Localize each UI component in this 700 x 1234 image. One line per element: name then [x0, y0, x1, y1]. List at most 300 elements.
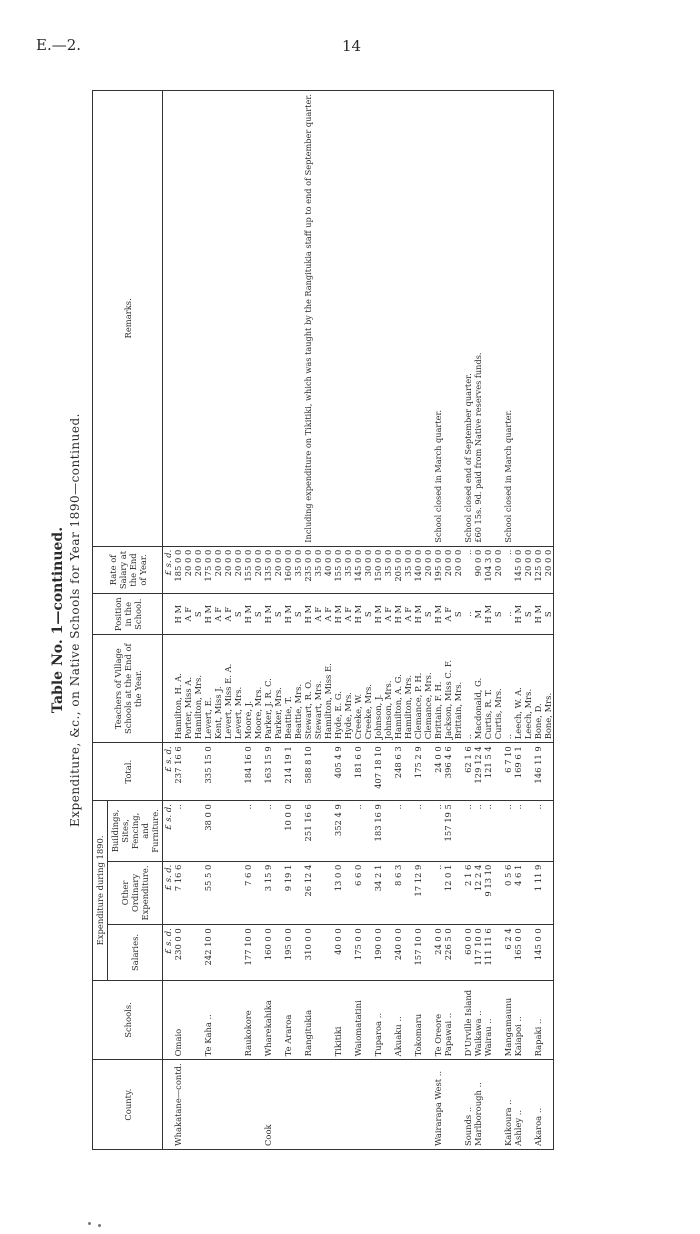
cell-county — [353, 1060, 363, 1150]
cell-buildings — [253, 801, 263, 862]
cell-teacher: Levert, Miss E. A. — [223, 635, 233, 743]
table-row — [423, 91, 433, 1150]
cell-position: H M — [243, 594, 253, 635]
cell-county — [193, 1060, 203, 1150]
cell-total — [193, 743, 203, 801]
table-row — [253, 91, 263, 1150]
cell-other — [383, 861, 393, 925]
cell-teacher: Jackson, Miss C. F. — [443, 635, 453, 743]
cell-buildings — [343, 801, 353, 862]
table-row — [373, 91, 383, 1150]
cell-other — [523, 861, 533, 925]
cell-teacher: Clemance, Mrs. — [423, 635, 433, 743]
cell-rate: 235 0 0 — [303, 546, 313, 594]
cell-teacher: Brittain, Mrs. — [453, 635, 463, 743]
cell-buildings: .. — [513, 801, 523, 862]
cell-buildings — [313, 801, 323, 862]
cell-position: H M — [303, 594, 313, 635]
cell-county — [413, 1060, 423, 1150]
cell-total: 405 4 9 — [333, 743, 343, 801]
cell-county — [223, 1060, 233, 1150]
cell-rate: 155 0 0 — [243, 546, 253, 594]
cell-county — [303, 1060, 313, 1150]
cell-buildings: 157 19 5 — [443, 801, 453, 862]
cell-total — [273, 743, 283, 801]
table-row — [213, 91, 223, 1150]
cell-other — [193, 861, 203, 925]
cell-buildings — [453, 801, 463, 862]
cell-school: Akuaku .. — [393, 980, 403, 1060]
cell-county — [373, 1060, 383, 1150]
page-number: 14 — [342, 37, 362, 55]
cell-buildings: .. — [473, 801, 483, 862]
cell-other — [493, 861, 503, 925]
cell-rate: 20 0 0 — [223, 546, 233, 594]
cell-rate: 35 0 0 — [293, 546, 303, 594]
table-row — [403, 91, 413, 1150]
cell-salaries: 111 11 6 — [483, 925, 493, 980]
header-buildings: Buildings, Sites, Fencing, and Furniture. — [108, 801, 163, 862]
cell-remarks — [363, 91, 373, 547]
cell-teacher: Clemance, P. H. — [413, 635, 423, 743]
cell-school: Omaio — [173, 980, 183, 1060]
cell-teacher: Creeke, Mrs. — [363, 635, 373, 743]
cell-buildings: 352 4 9 — [333, 801, 343, 862]
cell-rate: 20 0 0 — [493, 546, 503, 594]
cell-rate: 175 0 0 — [203, 546, 213, 594]
cell-total — [403, 743, 413, 801]
cell-total: 335 15 0 — [203, 743, 213, 801]
cell-salaries — [193, 925, 203, 980]
table-row — [273, 91, 283, 1150]
cell-position: H M — [353, 594, 363, 635]
cell-other — [213, 861, 223, 925]
cell-salaries: 190 0 0 — [373, 925, 383, 980]
cell-total — [523, 743, 533, 801]
cell-remarks — [443, 91, 453, 547]
cell-salaries — [233, 925, 243, 980]
cell-other: .. — [433, 861, 443, 925]
cell-buildings — [523, 801, 533, 862]
cell-county — [283, 1060, 293, 1150]
cell-teacher: Hyde, Mrs. — [343, 635, 353, 743]
cell-rate: 20 0 0 — [423, 546, 433, 594]
cell-school: Te Oreore — [433, 980, 443, 1060]
cell-position: H M — [283, 594, 293, 635]
table-row — [513, 91, 523, 1150]
cell-position: A F — [443, 594, 453, 635]
cell-position: .. — [463, 594, 473, 635]
cell-salaries — [383, 925, 393, 980]
cell-salaries — [323, 925, 333, 980]
cell-buildings — [183, 801, 193, 862]
header-schools: Schools. — [93, 980, 163, 1060]
cell-county — [213, 1060, 223, 1150]
table-row — [523, 91, 533, 1150]
units-other: £ s. d. — [163, 861, 174, 925]
cell-position: A F — [183, 594, 193, 635]
cell-rate: 185 0 0 — [173, 546, 183, 594]
cell-total — [343, 743, 353, 801]
cell-salaries: 175 0 0 — [353, 925, 363, 980]
cell-buildings — [193, 801, 203, 862]
cell-remarks — [513, 91, 523, 547]
cell-teacher: Hamilton, H. A. — [173, 635, 183, 743]
cell-buildings — [293, 801, 303, 862]
cell-total — [313, 743, 323, 801]
table-row — [493, 91, 503, 1150]
cell-salaries — [543, 925, 554, 980]
cell-total — [253, 743, 263, 801]
header-teachers: Teachers of Village Schools at the End of the Year. — [93, 635, 163, 743]
cell-position: S — [493, 594, 503, 635]
cell-teacher: .. — [463, 635, 473, 743]
cell-school: Te Araroa — [283, 980, 293, 1060]
table-row — [413, 91, 423, 1150]
cell-salaries: 145 0 0 — [533, 925, 543, 980]
cell-total — [493, 743, 503, 801]
cell-total — [213, 743, 223, 801]
cell-position: S — [193, 594, 203, 635]
table-row — [453, 91, 463, 1150]
cell-salaries: 165 0 0 — [513, 925, 523, 980]
cell-position: A F — [223, 594, 233, 635]
table-row — [323, 91, 333, 1150]
cell-buildings: 38 0 0 — [203, 801, 213, 862]
cell-rate: 35 0 0 — [403, 546, 413, 594]
cell-school — [313, 980, 323, 1060]
cell-rate: 20 0 0 — [193, 546, 203, 594]
cell-remarks — [213, 91, 223, 547]
cell-position: H M — [203, 594, 213, 635]
cell-buildings — [363, 801, 373, 862]
cell-rate: 90 0 0 — [473, 546, 483, 594]
cell-other: 3 15 9 — [263, 861, 273, 925]
cell-total: 163 15 9 — [263, 743, 273, 801]
cell-rate: 20 0 0 — [183, 546, 193, 594]
rotated-table-region — [50, 90, 650, 1150]
speck-mark — [98, 1224, 101, 1227]
cell-county: Cook — [263, 1060, 273, 1150]
table-title: Table No. 1—continued. — [50, 526, 66, 714]
cell-rate: 155 0 0 — [333, 546, 343, 594]
cell-other — [453, 861, 463, 925]
cell-position: S — [363, 594, 373, 635]
cell-buildings — [423, 801, 433, 862]
cell-rate: 35 0 0 — [343, 546, 353, 594]
cell-rate: 20 0 0 — [543, 546, 554, 594]
cell-buildings — [233, 801, 243, 862]
cell-position: H M — [513, 594, 523, 635]
cell-total: 181 6 0 — [353, 743, 363, 801]
cell-school — [273, 980, 283, 1060]
cell-total — [453, 743, 463, 801]
header-rate: Rate of Salary at the End of Year. — [93, 546, 163, 594]
units-total: £ s. d. — [163, 743, 174, 801]
cell-total: 588 8 10 — [303, 743, 313, 801]
cell-school: Papawai .. — [443, 980, 453, 1060]
table-row — [363, 91, 373, 1150]
cell-other: 6 6 0 — [353, 861, 363, 925]
cell-buildings: .. — [413, 801, 423, 862]
cell-salaries — [213, 925, 223, 980]
cell-salaries — [453, 925, 463, 980]
cell-county — [253, 1060, 263, 1150]
cell-other — [343, 861, 353, 925]
cell-total — [423, 743, 433, 801]
cell-other: 13 0 0 — [333, 861, 343, 925]
cell-remarks — [343, 91, 353, 547]
table-row — [263, 91, 273, 1150]
cell-remarks: £60 15s. 9d. paid from Native reserves funds. — [473, 91, 483, 547]
cell-teacher: Moore, J. — [243, 635, 253, 743]
cell-rate: .. — [503, 546, 513, 594]
header-total: Total. — [93, 743, 163, 801]
cell-total: 146 11 9 — [533, 743, 543, 801]
cell-county — [453, 1060, 463, 1150]
table-row — [503, 91, 513, 1150]
cell-remarks — [403, 91, 413, 547]
cell-county: Akaroa .. — [533, 1060, 543, 1150]
cell-remarks — [173, 91, 183, 547]
cell-county: Kaikoura .. — [503, 1060, 513, 1150]
cell-total — [293, 743, 303, 801]
cell-buildings: 183 16 9 — [373, 801, 383, 862]
table-row — [393, 91, 403, 1150]
cell-total: 62 1 6 — [463, 743, 473, 801]
cell-teacher: Parker, J. R. C. — [263, 635, 273, 743]
cell-remarks — [493, 91, 503, 547]
cell-position: H M — [483, 594, 493, 635]
cell-total: 169 6 1 — [513, 743, 523, 801]
cell-buildings: .. — [463, 801, 473, 862]
cell-remarks — [253, 91, 263, 547]
cell-position: H M — [413, 594, 423, 635]
cell-buildings — [223, 801, 233, 862]
cell-county — [293, 1060, 303, 1150]
cell-position: H M — [333, 594, 343, 635]
cell-school — [193, 980, 203, 1060]
cell-position: A F — [343, 594, 353, 635]
cell-remarks — [523, 91, 533, 547]
cell-buildings: 10 0 0 — [283, 801, 293, 862]
table-row — [183, 91, 193, 1150]
cell-remarks — [383, 91, 393, 547]
cell-other: 0 5 6 — [503, 861, 513, 925]
cell-total: 121 5 4 — [483, 743, 493, 801]
cell-buildings — [383, 801, 393, 862]
cell-rate: 135 0 0 — [263, 546, 273, 594]
cell-salaries — [183, 925, 193, 980]
cell-other: 1 11 9 — [533, 861, 543, 925]
cell-remarks — [273, 91, 283, 547]
cell-county — [333, 1060, 343, 1150]
cell-total: 214 19 1 — [283, 743, 293, 801]
cell-school: Rapaki .. — [533, 980, 543, 1060]
page-reference: E.—2. — [36, 36, 82, 54]
cell-rate: 35 0 0 — [313, 546, 323, 594]
cell-school: Mangamaunu — [503, 980, 513, 1060]
cell-rate: .. — [463, 546, 473, 594]
cell-remarks — [223, 91, 233, 547]
cell-teacher: Hamilton, Mrs. — [403, 635, 413, 743]
table-row — [303, 91, 313, 1150]
cell-other: 34 2 1 — [373, 861, 383, 925]
cell-teacher: Leech, W. A. — [513, 635, 523, 743]
cell-remarks — [453, 91, 463, 547]
cell-county — [343, 1060, 353, 1150]
header-county: County. — [93, 1060, 163, 1150]
cell-remarks: School closed end of September quarter. — [463, 91, 473, 547]
cell-rate: 30 0 0 — [363, 546, 373, 594]
cell-county: Wairarapa West .. — [433, 1060, 443, 1150]
header-remarks: Remarks. — [93, 91, 163, 547]
cell-remarks — [393, 91, 403, 547]
cell-school — [383, 980, 393, 1060]
cell-school — [233, 980, 243, 1060]
cell-remarks: School closed in March quarter. — [503, 91, 513, 547]
cell-rate: 20 0 0 — [523, 546, 533, 594]
cell-rate: 160 0 0 — [283, 546, 293, 594]
cell-total: 407 18 10 — [373, 743, 383, 801]
cell-other: 9 13 10 — [483, 861, 493, 925]
cell-school: Kaiapoi .. — [513, 980, 523, 1060]
cell-school: Waiomatatini — [353, 980, 363, 1060]
cell-salaries: 60 0 0 — [463, 925, 473, 980]
cell-school: Tuparoa .. — [373, 980, 383, 1060]
cell-salaries — [253, 925, 263, 980]
cell-county: Marlborough .. — [473, 1060, 483, 1150]
table-row — [233, 91, 243, 1150]
cell-rate: 20 0 0 — [233, 546, 243, 594]
table-row — [173, 91, 183, 1150]
cell-total — [223, 743, 233, 801]
cell-school — [323, 980, 333, 1060]
cell-teacher: Leech, Mrs. — [523, 635, 533, 743]
cell-remarks — [423, 91, 433, 547]
cell-other — [323, 861, 333, 925]
cell-total — [323, 743, 333, 801]
cell-salaries: 195 0 0 — [283, 925, 293, 980]
table-row — [293, 91, 303, 1150]
cell-rate: 35 0 0 — [383, 546, 393, 594]
cell-school — [183, 980, 193, 1060]
cell-teacher: Levert, E. — [203, 635, 213, 743]
cell-other: 12 0 1 — [443, 861, 453, 925]
table-row — [533, 91, 543, 1150]
cell-total — [383, 743, 393, 801]
cell-school — [293, 980, 303, 1060]
cell-other — [543, 861, 554, 925]
cell-school: Wairau .. — [483, 980, 493, 1060]
header-expenditure-group: Expenditure during 1890. — [93, 801, 108, 981]
cell-teacher: .. — [503, 635, 513, 743]
cell-teacher: Curtis, R. T. — [483, 635, 493, 743]
cell-teacher: Johnson, Mrs. — [383, 635, 393, 743]
cell-school — [253, 980, 263, 1060]
cell-total — [543, 743, 554, 801]
cell-position: S — [453, 594, 463, 635]
cell-school — [213, 980, 223, 1060]
cell-other: 12 2 4 — [473, 861, 483, 925]
table-row — [343, 91, 353, 1150]
cell-other — [233, 861, 243, 925]
cell-salaries: 230 0 0 — [173, 925, 183, 980]
header-other-expenditure: Other Ordinary Expenditure. — [108, 861, 163, 925]
cell-other: 17 12 9 — [413, 861, 423, 925]
cell-county — [403, 1060, 413, 1150]
cell-position: H M — [173, 594, 183, 635]
cell-remarks — [233, 91, 243, 547]
table-row — [223, 91, 233, 1150]
cell-position: H M — [533, 594, 543, 635]
cell-county — [243, 1060, 253, 1150]
cell-buildings: .. — [503, 801, 513, 862]
cell-total: 248 6 3 — [393, 743, 403, 801]
cell-teacher: Parker, Mrs. — [273, 635, 283, 743]
cell-salaries — [293, 925, 303, 980]
cell-position: S — [423, 594, 433, 635]
units-salaries: £ s. d. — [163, 925, 174, 980]
cell-other: 2 1 6 — [463, 861, 473, 925]
cell-rate: 125 0 0 — [533, 546, 543, 594]
cell-teacher: Curtis, Mrs. — [493, 635, 503, 743]
table-row — [433, 91, 443, 1150]
cell-position: S — [273, 594, 283, 635]
cell-salaries: 226 5 0 — [443, 925, 453, 980]
cell-total: 175 2 9 — [413, 743, 423, 801]
cell-county — [543, 1060, 554, 1150]
table-row — [463, 91, 473, 1150]
cell-buildings — [403, 801, 413, 862]
cell-county: Ashley .. — [513, 1060, 523, 1150]
cell-remarks — [183, 91, 193, 547]
cell-school — [423, 980, 433, 1060]
cell-salaries — [343, 925, 353, 980]
cell-county — [313, 1060, 323, 1150]
cell-salaries — [493, 925, 503, 980]
cell-total — [363, 743, 373, 801]
cell-position: S — [523, 594, 533, 635]
cell-teacher: Porter, Miss A. — [183, 635, 193, 743]
table-row — [203, 91, 213, 1150]
cell-remarks — [543, 91, 554, 547]
cell-rate: 40 0 0 — [323, 546, 333, 594]
cell-teacher: Macdonald, G. — [473, 635, 483, 743]
cell-county — [363, 1060, 373, 1150]
cell-other — [363, 861, 373, 925]
cell-teacher: Bone, D. — [533, 635, 543, 743]
cell-county — [483, 1060, 493, 1150]
cell-county — [523, 1060, 533, 1150]
cell-remarks — [203, 91, 213, 547]
cell-salaries — [403, 925, 413, 980]
table-row — [483, 91, 493, 1150]
cell-county — [323, 1060, 333, 1150]
cell-total: 237 16 6 — [173, 743, 183, 801]
cell-other — [313, 861, 323, 925]
cell-remarks — [313, 91, 323, 547]
table-row — [443, 91, 453, 1150]
cell-salaries: 117 10 0 — [473, 925, 483, 980]
cell-salaries — [223, 925, 233, 980]
cell-salaries — [313, 925, 323, 980]
cell-buildings: .. — [353, 801, 363, 862]
cell-other — [293, 861, 303, 925]
cell-total: 24 0 0 — [433, 743, 443, 801]
table-row — [543, 91, 554, 1150]
cell-teacher: Hyde, E. G. — [333, 635, 343, 743]
